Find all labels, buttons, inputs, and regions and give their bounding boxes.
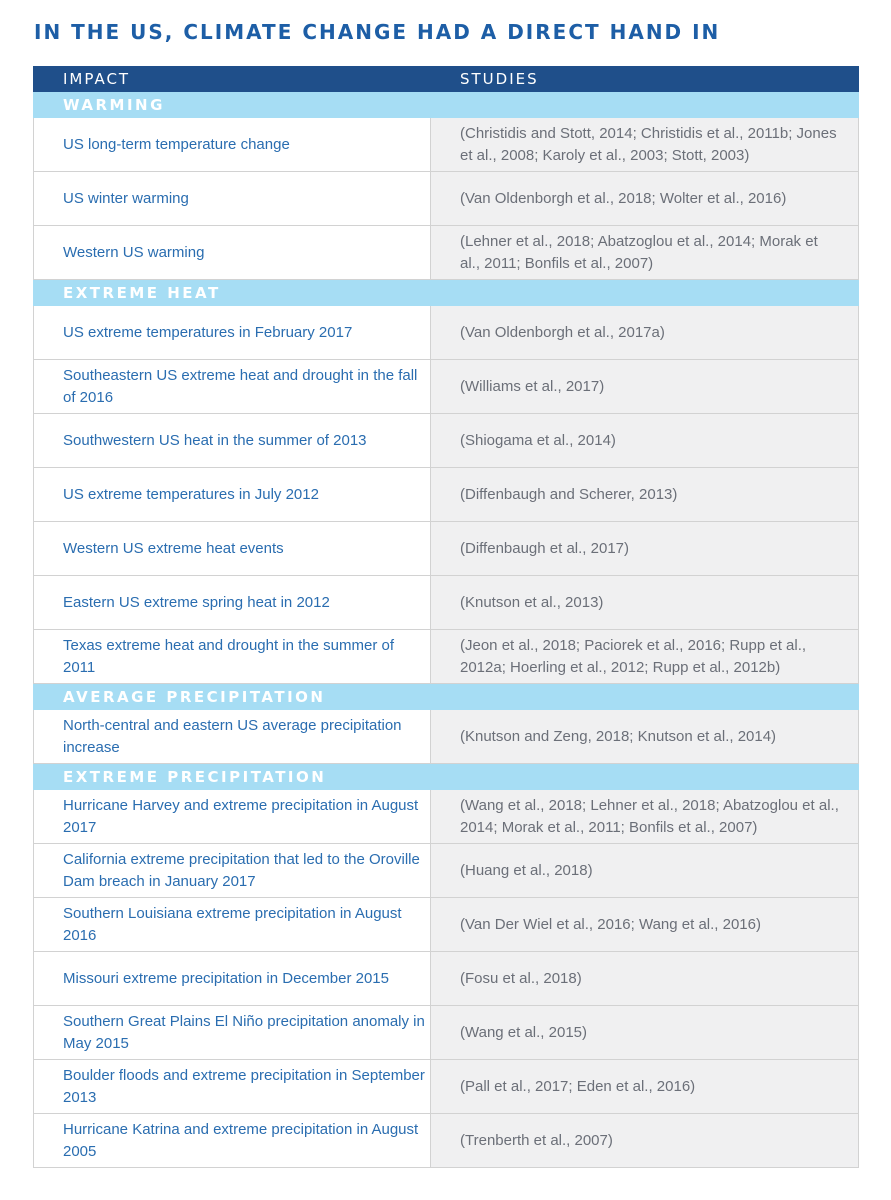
impact-cell: Texas extreme heat and drought in the summer of 2011 <box>33 630 431 683</box>
table-row <box>33 1060 859 1114</box>
table-row <box>33 172 859 226</box>
impact-cell: Southeastern US extreme heat and drought in the fall of 2016 <box>33 360 431 413</box>
impact-column-header: IMPACT <box>63 70 131 88</box>
studies-cell: (Trenberth et al., 2007) <box>431 1114 859 1167</box>
table-row <box>33 522 859 576</box>
impact-cell: Southern Louisiana extreme precipitation in August 2016 <box>33 898 431 951</box>
studies-column-header: STUDIES <box>460 70 539 88</box>
table-row <box>33 844 859 898</box>
studies-cell: (Wang et al., 2018; Lehner et al., 2018; Abatzoglou et al., 2014; Morak et al., 2011; Bonfils et al., 2007) <box>431 790 859 843</box>
impact-cell: Southwestern US heat in the summer of 2013 <box>33 414 431 467</box>
studies-cell: (Van Oldenborgh et al., 2017a) <box>431 306 859 359</box>
table-row <box>33 630 859 684</box>
table-row <box>33 414 859 468</box>
impact-cell: Hurricane Harvey and extreme precipitation in August 2017 <box>33 790 431 843</box>
studies-cell: (Williams et al., 2017) <box>431 360 859 413</box>
studies-cell: (Wang et al., 2015) <box>431 1006 859 1059</box>
table-row <box>33 360 859 414</box>
table-row <box>33 790 859 844</box>
table-row <box>33 710 859 764</box>
studies-cell: (Van Der Wiel et al., 2016; Wang et al., 2016) <box>431 898 859 951</box>
impact-cell: US winter warming <box>33 172 431 225</box>
impact-cell: Southern Great Plains El Niño precipitation anomaly in May 2015 <box>33 1006 431 1059</box>
studies-cell: (Lehner et al., 2018; Abatzoglou et al., 2014; Morak et al., 2011; Bonfils et al., 2007) <box>431 226 859 279</box>
table-row <box>33 576 859 630</box>
impact-cell: California extreme precipitation that led to the Oroville Dam breach in January 2017 <box>33 844 431 897</box>
impact-cell: US extreme temperatures in February 2017 <box>33 306 431 359</box>
impact-cell: US extreme temperatures in July 2012 <box>33 468 431 521</box>
impact-cell: Eastern US extreme spring heat in 2012 <box>33 576 431 629</box>
table-row <box>33 468 859 522</box>
impact-cell: US long-term temperature change <box>33 118 431 171</box>
table-row <box>33 898 859 952</box>
studies-cell: (Knutson and Zeng, 2018; Knutson et al., 2014) <box>431 710 859 763</box>
table-header <box>33 66 859 92</box>
section-header: WARMING <box>33 92 859 118</box>
table-row <box>33 226 859 280</box>
studies-cell: (Jeon et al., 2018; Paciorek et al., 2016; Rupp et al., 2012a; Hoerling et al., 2012; Rupp et al., 2012b) <box>431 630 859 683</box>
section-header: EXTREME HEAT <box>33 280 859 306</box>
table-row <box>33 1114 859 1168</box>
studies-cell: (Diffenbaugh et al., 2017) <box>431 522 859 575</box>
table-row <box>33 118 859 172</box>
studies-cell: (Knutson et al., 2013) <box>431 576 859 629</box>
attribution-table <box>33 66 859 1168</box>
studies-cell: (Van Oldenborgh et al., 2018; Wolter et al., 2016) <box>431 172 859 225</box>
studies-cell: (Pall et al., 2017; Eden et al., 2016) <box>431 1060 859 1113</box>
table-row <box>33 306 859 360</box>
studies-cell: (Huang et al., 2018) <box>431 844 859 897</box>
impact-cell: Western US extreme heat events <box>33 522 431 575</box>
page-title: IN THE US, CLIMATE CHANGE HAD A DIRECT HAND IN <box>34 20 721 44</box>
studies-cell: (Diffenbaugh and Scherer, 2013) <box>431 468 859 521</box>
impact-cell: North-central and eastern US average precipitation increase <box>33 710 431 763</box>
impact-cell: Western US warming <box>33 226 431 279</box>
table-row <box>33 1006 859 1060</box>
studies-cell: (Fosu et al., 2018) <box>431 952 859 1005</box>
impact-cell: Hurricane Katrina and extreme precipitation in August 2005 <box>33 1114 431 1167</box>
studies-cell: (Christidis and Stott, 2014; Christidis et al., 2011b; Jones et al., 2008; Karoly et al., 2003; Stott, 2003) <box>431 118 859 171</box>
impact-cell: Missouri extreme precipitation in December 2015 <box>33 952 431 1005</box>
section-header: AVERAGE PRECIPITATION <box>33 684 859 710</box>
studies-cell: (Shiogama et al., 2014) <box>431 414 859 467</box>
section-header: EXTREME PRECIPITATION <box>33 764 859 790</box>
impact-cell: Boulder floods and extreme precipitation in September 2013 <box>33 1060 431 1113</box>
table-body <box>33 92 859 1168</box>
table-row <box>33 952 859 1006</box>
